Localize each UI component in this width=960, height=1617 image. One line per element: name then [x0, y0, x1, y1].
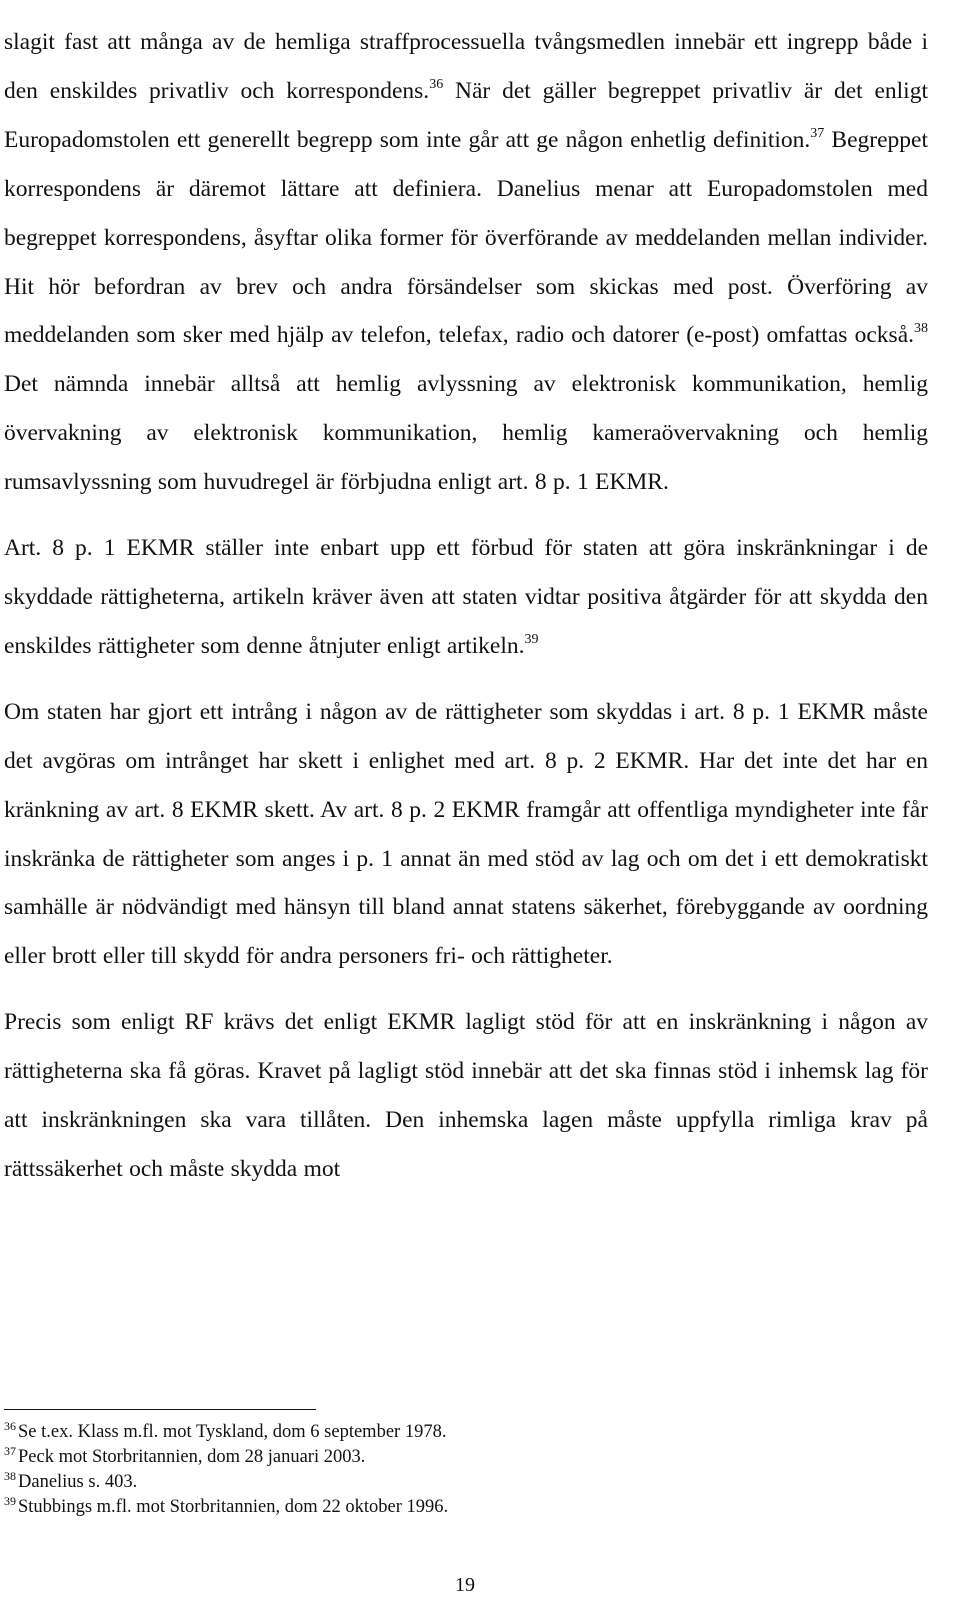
footnote-number: 36	[4, 1419, 16, 1433]
footnote-text: Se t.ex. Klass m.fl. mot Tyskland, dom 6 september 1978.	[18, 1422, 447, 1442]
footnote-ref-38: 38	[914, 321, 928, 337]
paragraph-text: När det gäller begreppet privatliv är det enligt Europadomstolen ett generellt begrepp som inte går att ge någon enhetlig definition.	[4, 77, 928, 153]
footnotes	[4, 1420, 704, 1520]
paragraph-art8-p2	[4, 688, 928, 981]
footnote-text: Stubbings m.fl. mot Storbritannien, dom 22 oktober 1996.	[18, 1497, 449, 1517]
paragraph-text: Begreppet korrespondens är däremot lättare att definiera. Danelius menar att Europadomstolen med begreppet korrespondens, åsyftar olika former för överförande av meddelanden mellan individer. Hit hör befordran av brev och andra försändelser som skickas med post. Överföring av meddelanden som sker med hjälp av telefon, telefax, radio och datorer (e-post) omfattas också.	[4, 126, 928, 349]
footnote-39	[4, 1495, 704, 1520]
page-number: 19	[455, 1574, 475, 1596]
paragraph-text: Precis som enligt RF krävs det enligt EKMR lagligt stöd för att en inskränkning i någon av rättigheterna ska få göras. Kravet på lagligt stöd innebär att det ska finnas stöd i inhemsk lag för att inskränkningen ska vara tillåten. Den inhemska lagen måste uppfylla rimliga krav på rättssäkerhet och måste skydda mot	[4, 1009, 928, 1182]
document-body	[4, 0, 928, 1194]
paragraph-privacy-correspondence	[4, 18, 928, 507]
footnote-number: 37	[4, 1444, 16, 1458]
footnote-ref-37: 37	[810, 125, 825, 141]
footnote-text: Danelius s. 403.	[18, 1472, 138, 1492]
footnote-36	[4, 1420, 704, 1445]
paragraph-text: Om staten har gjort ett intrång i någon av de rättigheter som skyddas i art. 8 p. 1 EKMR måste det avgöras om intrånget har skett i enlighet med art. 8 p. 2 EKMR. Har det inte det har en kränkning av art. 8 EKMR skett. Av art. 8 p. 2 EKMR framgår att offentliga myndigheter inte får inskränka de rättigheter som anges i p. 1 annat än med stöd av lag och om det i ett demokratiskt samhälle är nödvändigt med hänsyn till bland annat statens säkerhet, förebyggande av oordning eller brott eller till skydd för andra personers fri- och rättigheter.	[4, 698, 928, 970]
footnote-37	[4, 1445, 704, 1470]
paragraph-legal-basis	[4, 998, 928, 1194]
paragraph-positive-obligations	[4, 524, 928, 671]
footnote-ref-36: 36	[429, 76, 444, 92]
paragraph-text: Art. 8 p. 1 EKMR ställer inte enbart upp ett förbud för staten att göra inskränkningar i de skyddade rättigheterna, artikeln kräver även att staten vidtar positiva åtgärder för att skydda den enskildes rättigheter som denne åtnjuter enligt artikeln.	[4, 535, 928, 659]
paragraph-text: slagit fast att många av de hemliga straffprocessuella tvångsmedlen innebär ett ingrepp både i den enskildes privatliv och korrespondens.	[4, 29, 928, 104]
paragraph-text: Det nämnda innebär alltså att hemlig avlyssning av elektronisk kommunikation, hemlig övervakning av elektronisk kommunikation, hemlig kameraövervakning och hemlig rumsavlyssning som huvudregel är förbjudna enligt art. 8 p. 1 EKMR.	[4, 371, 928, 496]
footnote-number: 38	[4, 1469, 16, 1483]
footnote-separator	[4, 1409, 316, 1410]
footnote-number: 39	[4, 1494, 16, 1508]
footnote-ref-39: 39	[524, 631, 539, 647]
footnote-text: Peck mot Storbritannien, dom 28 januari 2003.	[18, 1447, 366, 1467]
footnote-38	[4, 1470, 704, 1495]
